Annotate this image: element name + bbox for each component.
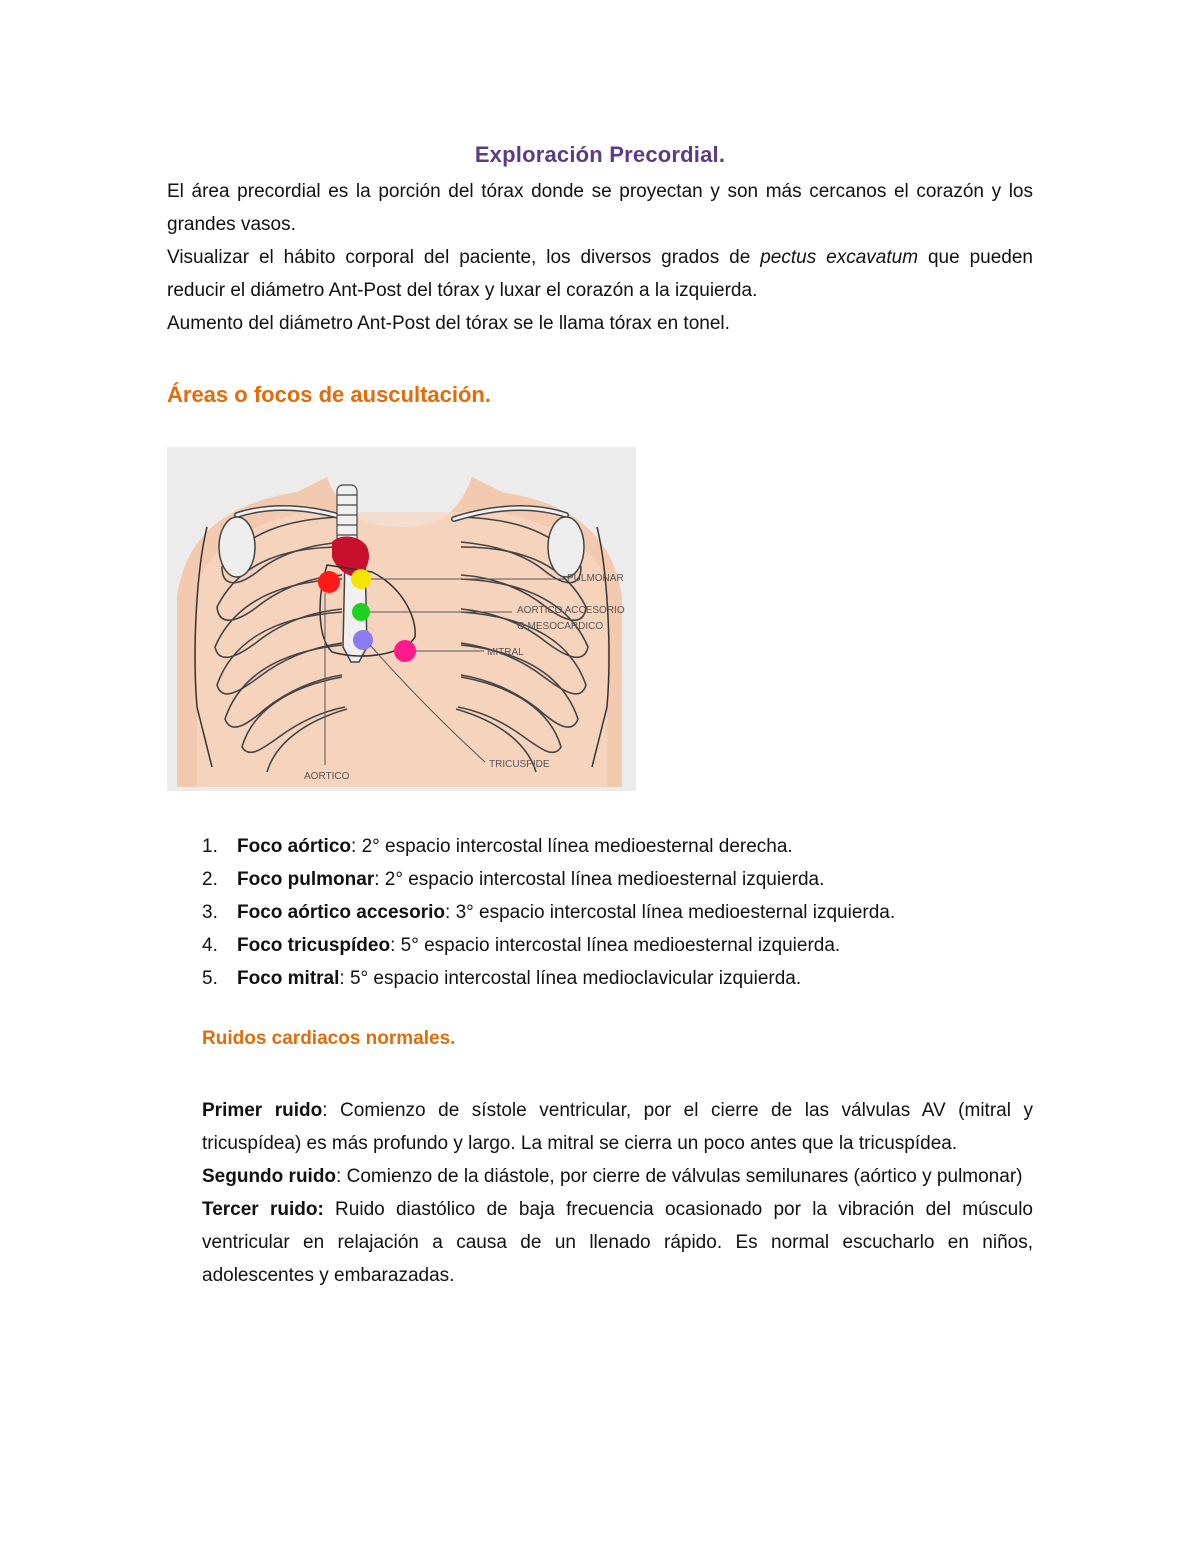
pulmonary-focus-dot [351, 569, 371, 589]
sound-paragraph-first: Primer ruido: Comienzo de sístole ventricular, por el cierre de las válvulas AV (mitral y tricuspídea) es más profundo y largo. La mitral se cierra un poco antes que la tricuspídea. [202, 1100, 1033, 1154]
list-item: 2. Foco pulmonar: 2° espacio intercostal línea medioesternal izquierda. [202, 869, 825, 890]
label-mitral: MITRAL [487, 647, 524, 658]
section-heading-sounds: Ruidos cardiacos normales. [202, 1028, 456, 1049]
mitral-focus-dot [394, 640, 416, 662]
list-item: 5. Foco mitral: 5° espacio intercostal línea medioclavicular izquierda. [202, 968, 802, 989]
foci-list [202, 830, 1042, 995]
heart-sounds-section [202, 1094, 1033, 1292]
intro-text-2b: que pueden reducir el diámetro Ant-Post del tórax y luxar el corazón a la izquierda. [167, 247, 1033, 301]
label-tricuspide: TRICUSPIDE [489, 759, 550, 770]
page-title: Exploración Precordial. [474, 142, 726, 167]
auscultation-figure [167, 447, 636, 791]
intro-paragraph-2 [167, 241, 1033, 307]
intro-text-1: El área precordial es la porción del tórax donde se proyectan y son más cercanos el corazón y los grandes vasos. [167, 181, 1033, 235]
intro-paragraph-3 [167, 307, 1033, 340]
label-aortico-accesorio: AORTICO ACCESORIO [517, 605, 625, 616]
aortic-focus-dot [318, 571, 340, 593]
list-item: 3. Foco aórtico accesorio: 3° espacio intercostal línea medioesternal izquierda. [202, 902, 896, 923]
list-item: 1. Foco aórtico: 2° espacio intercostal línea medioesternal derecha. [202, 836, 793, 857]
list-item: 4. Foco tricuspídeo: 5° espacio intercostal línea medioesternal izquierda. [202, 935, 841, 956]
intro-paragraph-1 [167, 175, 1033, 241]
label-aortico: AORTICO [304, 771, 350, 782]
thorax-diagram [167, 447, 636, 791]
accessory-aortic-focus-dot [352, 603, 370, 621]
sound-paragraph-second: Segundo ruido: Comienzo de la diástole, por cierre de válvulas semilunares (aórtico y pulmonar) [202, 1166, 1023, 1187]
tricuspid-focus-dot [353, 630, 373, 650]
intro-text-3: Aumento del diámetro Ant-Post del tórax se le llama tórax en tonel. [167, 313, 730, 334]
label-mesocardico: O MESOCARDICO [517, 621, 604, 632]
section-heading-foci: Áreas o focos de auscultación. [167, 382, 491, 407]
label-pulmonar: PULMONAR [567, 573, 624, 584]
intro-italic-term: pectus excavatum [760, 247, 919, 268]
intro-text-2a: Visualizar el hábito corporal del paciente, los diversos grados de [167, 247, 761, 268]
sound-paragraph-third: Tercer ruido: Ruido diastólico de baja frecuencia ocasionado por la vibración del músculo ventricular en relajación a causa de un llenado rápido. Es normal escucharlo en niños, adolescentes y embarazadas. [202, 1199, 1033, 1286]
